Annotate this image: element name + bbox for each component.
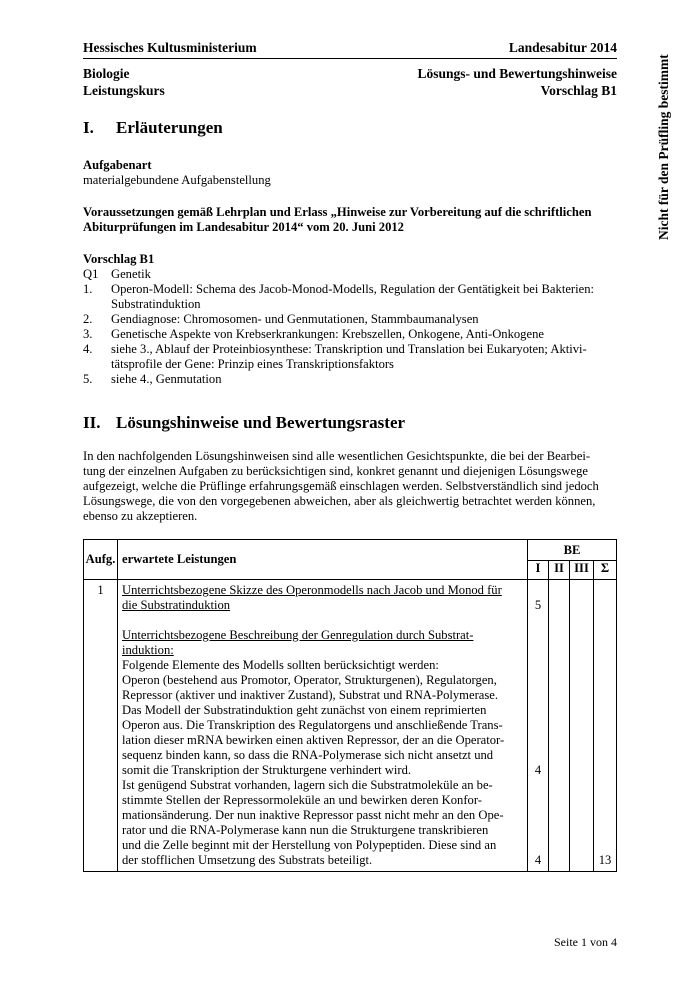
intro-line: aufgezeigt, welche die Prüflinge erfahrungsgemäß einschlagen werden. Selbstverständlich sind jedoch — [83, 479, 599, 493]
text-line: Ist genügend Substrat vorhanden, lagern sich die Substratmoleküle an be- — [122, 778, 493, 792]
row-leistungen — [118, 580, 528, 872]
part1-score: 5 — [534, 598, 542, 612]
part2-text — [122, 658, 523, 778]
col-be-i: I — [528, 561, 549, 580]
part2-score: 4 — [534, 763, 542, 777]
topic-line: tätsprofile der Gene: Prinzip eines Transkriptionsfaktors — [111, 357, 394, 371]
topic-item — [83, 282, 617, 312]
part3-score: 4 — [534, 853, 542, 867]
text-line: rator und die RNA-Polymerase kann nun die Strukturgene transkribieren — [122, 823, 489, 837]
section1-number: I. — [83, 118, 94, 137]
col-be-iii: III — [570, 561, 594, 580]
intro-line: In den nachfolgenden Lösungshinweisen sind alle wesentlichen Gesichtspunkte, die bei der Bearbei- — [83, 449, 591, 463]
col-leistungen: erwartete Leistungen — [118, 540, 528, 580]
topic-line: siehe 3., Ablauf der Proteinbiosynthese: Transkription und Translation bei Eukaryoten; Aktivi- — [111, 342, 587, 356]
voraussetzungen-line: Abiturprüfungen im Landesabitur 2014“ vom 20. Juni 2012 — [83, 220, 404, 234]
col-aufg: Aufg. — [84, 540, 118, 580]
topic-text — [111, 342, 617, 372]
topic-list — [83, 282, 617, 387]
voraussetzungen-line: Voraussetzungen gemäß Lehrplan und Erlass „Hinweise zur Vorbereitung auf die schriftlichen — [83, 205, 592, 219]
topic-item — [83, 312, 617, 327]
proposal: Vorschlag B1 — [540, 83, 617, 98]
heading-line: induktion: — [122, 643, 174, 657]
text-line: stimmte Stellen der Repressormoleküle an und bewirken deren Konfor- — [122, 793, 482, 807]
part3-text — [122, 778, 523, 868]
row-aufg: 1 — [84, 580, 118, 872]
heading-line: Unterrichtsbezogene Beschreibung der Genregulation durch Substrat- — [122, 628, 474, 642]
vorschlag-label: Vorschlag B1 — [83, 252, 155, 266]
row-be-ii — [549, 580, 570, 872]
header-bar — [83, 40, 617, 59]
table-row — [84, 580, 617, 872]
topic-item — [83, 327, 617, 342]
topic-number: 5. — [83, 372, 93, 386]
aufgabenart — [83, 158, 617, 188]
topic-number: 2. — [83, 312, 93, 326]
q1-number: Q1 — [83, 267, 99, 281]
vorschlag — [83, 252, 617, 387]
page — [83, 40, 617, 872]
topic-line: Substratinduktion — [111, 297, 201, 311]
exam-name: Landesabitur 2014 — [508, 40, 617, 55]
section2-number: II. — [83, 413, 101, 432]
table-header-row — [84, 540, 617, 561]
text-line: Repressor (aktiver und inaktiver Zustand), Substrat und RNA-Polymerase. — [122, 688, 498, 702]
heading-line: die Substratinduktion — [122, 598, 231, 612]
voraussetzungen — [83, 205, 617, 235]
col-sum: Σ — [594, 561, 617, 580]
section1-title: Erläuterungen — [116, 118, 223, 137]
course: Leistungskurs — [83, 83, 165, 98]
part1-heading — [122, 583, 523, 613]
text-line: Operon (bestehend aus Promotor, Operator, Strukturgenen), Regulatorgen, — [122, 673, 497, 687]
section2-title: Lösungshinweise und Bewertungsraster — [116, 413, 406, 432]
col-be-ii: II — [549, 561, 570, 580]
topic-item — [83, 342, 617, 372]
text-line: Das Modell der Substratinduktion geht zunächst von einem reprimierten — [122, 703, 487, 717]
side-note-text: Nicht für den Prüfling bestimmt — [656, 54, 671, 240]
topic-text — [111, 282, 617, 312]
intro-line: tung der einzelnen Aufgaben zu berücksichtigen sind, konkret genannt und diejenigen Lösungswege — [83, 464, 589, 478]
page-footer: Seite 1 von 4 — [554, 935, 617, 949]
intro-line: Lösungswege, die von den vorgegebenen abweichen, aber als gleichwertig betrachtet werden können, — [83, 494, 596, 508]
topic-line: Gendiagnose: Chromosomen- und Genmutationen, Stammbaumanalysen — [111, 312, 479, 326]
text-line: Folgende Elemente des Modells sollten berücksichtigt werden: — [122, 658, 439, 672]
text-line: somit die Transkription der Strukturgene verhindert wird. — [122, 763, 412, 777]
doc-type: Lösungs- und Bewertungshinweise — [417, 66, 617, 81]
topic-line: Genetische Aspekte von Krebserkrankungen: Krebszellen, Onkogene, Anti-Onkogene — [111, 327, 544, 341]
part2-heading — [122, 628, 523, 658]
topic-number: 4. — [83, 342, 93, 356]
topic-line: Operon-Modell: Schema des Jacob-Monod-Modells, Regulation der Gentätigkeit bei Bakterien: — [111, 282, 594, 296]
topic-number: 3. — [83, 327, 93, 341]
aufgabenart-value: materialgebundene Aufgabenstellung — [83, 173, 271, 187]
col-be: BE — [528, 540, 617, 561]
heading-line: Unterrichtsbezogene Skizze des Operonmodells nach Jacob und Monod für — [122, 583, 502, 597]
topic-text — [111, 312, 617, 327]
side-note — [655, 40, 675, 240]
subject: Biologie — [83, 66, 130, 81]
text-line: sequenz binden kann, so dass die RNA-Polymerase sich nicht ansetzt und — [122, 748, 494, 762]
q1-line — [83, 267, 617, 282]
topic-number: 1. — [83, 282, 93, 296]
text-line: lation dieser mRNA bewirken einen aktiven Repressor, der an die Operator- — [122, 733, 505, 747]
topic-text — [111, 372, 617, 387]
header-meta — [83, 65, 617, 99]
text-line: Operon aus. Die Transkription des Regulatorgens und anschließende Trans- — [122, 718, 503, 732]
row-be-i — [528, 580, 549, 872]
row-be-iii — [570, 580, 594, 872]
section1-heading — [83, 118, 617, 138]
evaluation-table — [83, 539, 617, 872]
text-line: mationsänderung. Der nun inaktive Repressor passt nicht mehr an den Ope- — [122, 808, 504, 822]
section2-heading — [83, 413, 617, 433]
q1-text: Genetik — [111, 267, 151, 281]
topic-text — [111, 327, 617, 342]
intro-line: ebenso zu akzeptieren. — [83, 509, 198, 523]
topic-line: siehe 4., Genmutation — [111, 372, 222, 386]
intro-paragraph — [83, 449, 617, 524]
ministry-name: Hessisches Kultusministerium — [83, 40, 257, 55]
topic-item — [83, 372, 617, 387]
text-line: und die Zelle beginnt mit der Herstellung von Polypeptiden. Diese sind an — [122, 838, 497, 852]
aufgabenart-label: Aufgabenart — [83, 158, 152, 172]
row-sum: 13 — [594, 580, 617, 872]
text-line: der stofflichen Umsetzung des Substrats beteiligt. — [122, 853, 373, 867]
